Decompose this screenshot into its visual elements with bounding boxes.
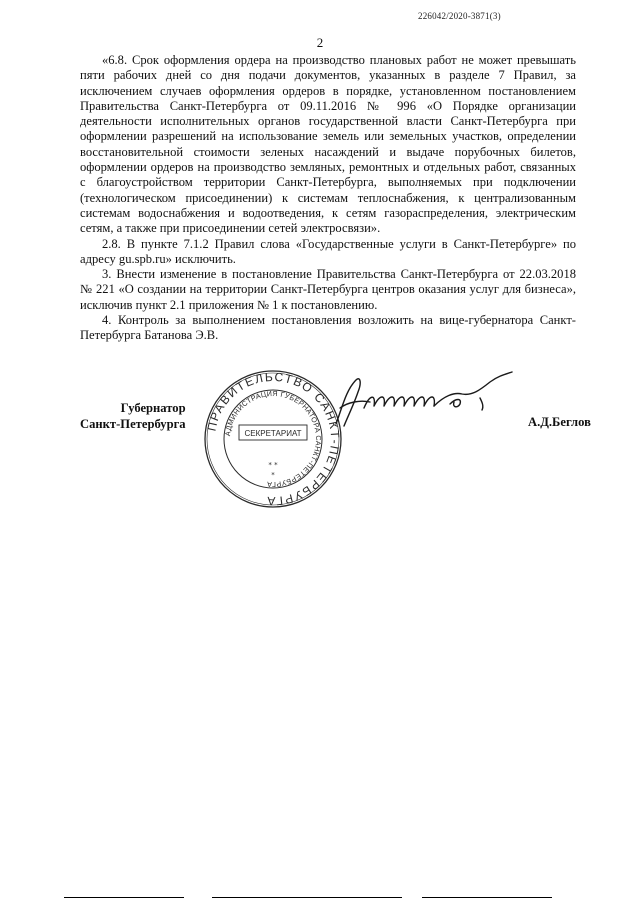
paragraph-3: 3. Внести изменение в постановление Правительства Санкт-Петербурга от 22.03.2018 № 221 «О создании на территории Санкт-Петербурга центров оказания услуг для бизнеса», исключив пункт 2.1 приложения № 1 к постановлению. [80,267,576,312]
signer-title-line2: Санкт-Петербурга [80,417,186,431]
signer-name: А.Д.Беглов [528,415,591,429]
paragraph-6-8: «6.8. Срок оформления ордера на производство плановых работ не может превышать пяти рабочих дней со дня подачи документов, указанных в разделе 7 Правил, за исключением случаев оформления ордеров в порядке, установленном постановлением Правительства Санкт-Петербурга от 09.11.2016 № 996 «О Порядке организации деятельности исполнительных органов государственной власти Санкт-Петербурга при оформлении разрешений на использование земель или земельных участков, определении восстановительной стоимости зеленых насаждений и выдаче порубочных билетов, оформлении ордеров на производство земляных, ремонтных и отдельных работ, связанных с благоустройством территории Санкт-Петербурга, выполняемых при подключении (технологическом присоединении) к системам теплоснабжения, к централизованным системам водоснабжения и водоотведения, к сетям газораспределения, электрическим сетям, а также при присоединении сетей электросвязи». [80,53,576,236]
document-number: 226042/2020-3871(3) [418,11,501,21]
seal-inner-text: АДМИНИСТРАЦИЯ ГУБЕРНАТОРА САНКТ-ПЕТЕРБУРГА [223,388,324,490]
handwritten-signature [330,368,520,438]
seal-star-icon: * * [268,461,278,469]
paragraph-2-8: 2.8. В пункте 7.1.2 Правил слова «Государственные услуги в Санкт-Петербурге» по адресу gu.spb.ru» исключить. [80,236,576,266]
seal-outer-text: ПРАВИТЕЛЬСТВО САНКТ-ПЕТЕРБУРГА [204,369,343,509]
seal-center-text: СЕКРЕТАРИАТ [244,429,302,438]
footer-rule-left [64,897,184,898]
document-body [80,53,576,344]
seal-star-icon-lower: * [271,471,275,479]
paragraph-4: 4. Контроль за выполнением постановления возложить на вице-губернатора Санкт-Петербурга Батанова Э.В. [80,313,576,343]
page-number: 2 [316,35,324,50]
footer-rule-right [422,897,552,898]
footer-rule-center [212,897,402,898]
signer-title [80,400,186,432]
official-seal-stamp [203,369,343,509]
signer-title-line1: Губернатор [120,401,186,415]
